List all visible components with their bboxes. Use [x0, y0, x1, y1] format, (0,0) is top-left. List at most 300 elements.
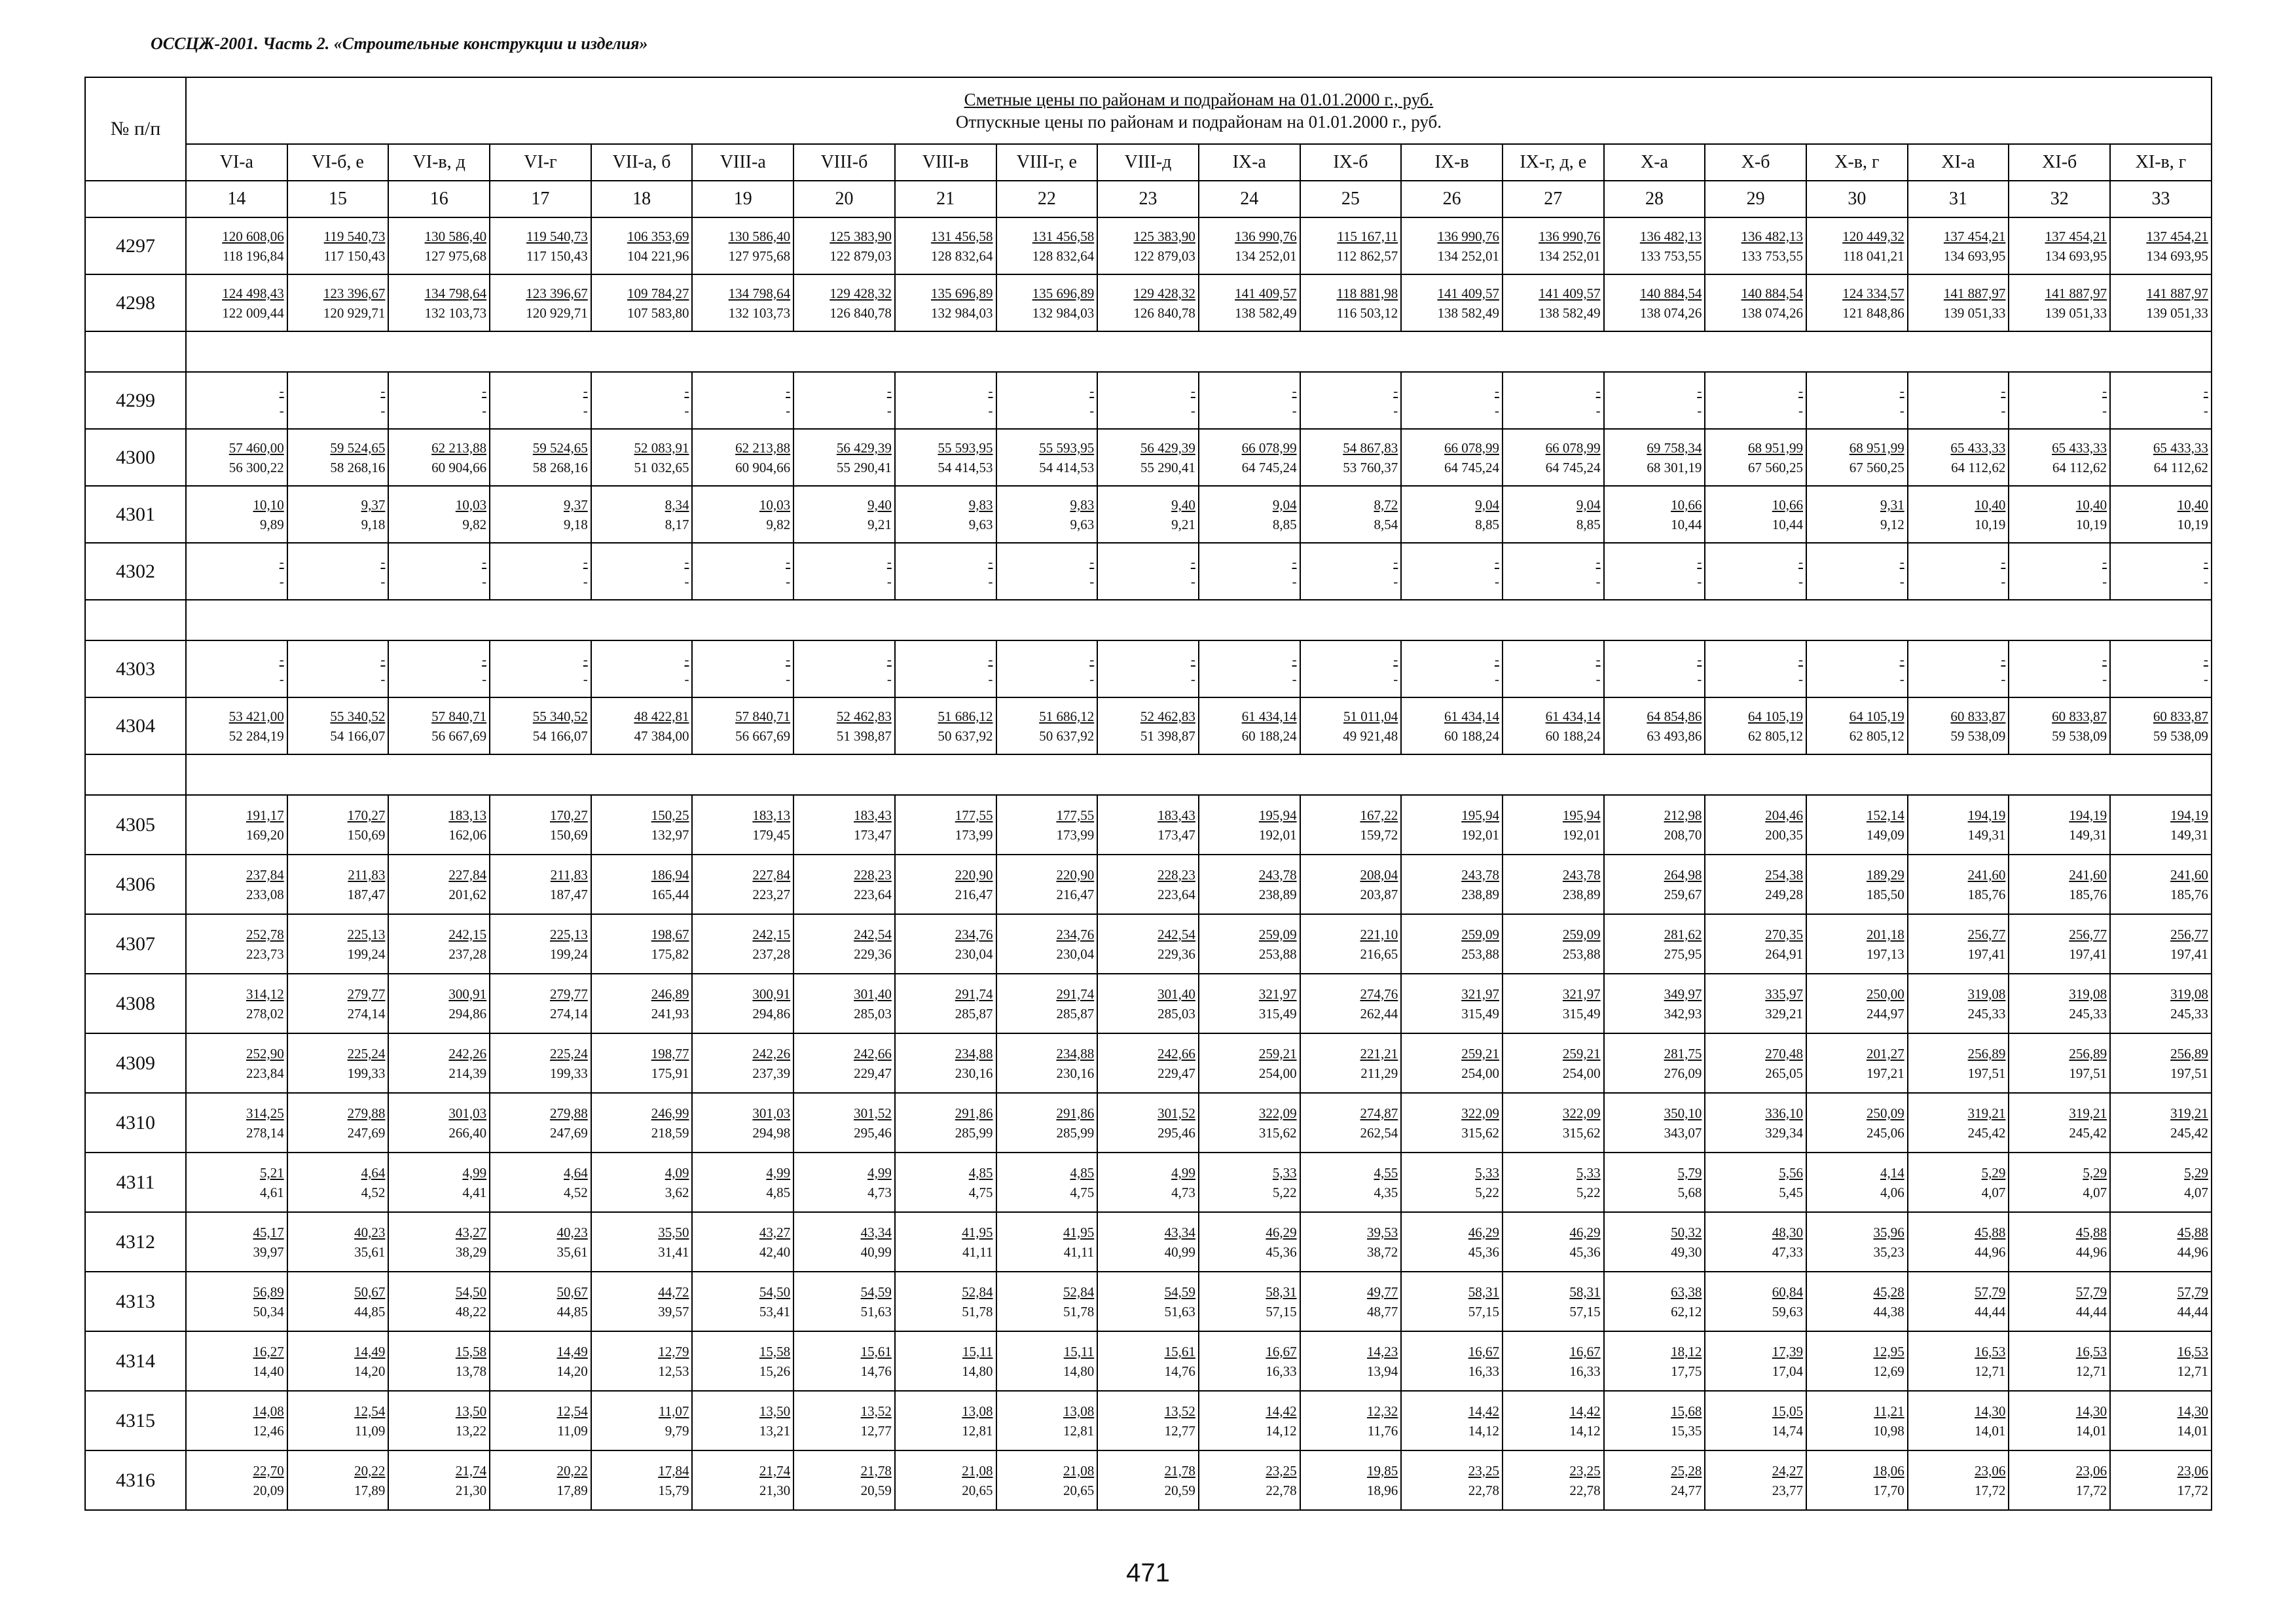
- estimate-price: 16,27: [253, 1343, 284, 1359]
- price-cell: [1908, 1450, 2009, 1510]
- release-price: -: [1494, 402, 1499, 418]
- release-price: 315,49: [1461, 1005, 1499, 1022]
- num-header: № п/п: [85, 77, 186, 181]
- estimate-price: 23,25: [1266, 1462, 1297, 1479]
- table-row: [85, 974, 2212, 1033]
- release-price: 122 009,44: [222, 304, 284, 321]
- estimate-price: 46,29: [1266, 1224, 1297, 1240]
- estimate-price: -: [2203, 553, 2208, 570]
- price-cell: [1300, 1212, 1402, 1272]
- price-cell: [1401, 697, 1503, 754]
- estimate-price: 8,34: [665, 496, 689, 513]
- price-cell: [1908, 274, 2009, 331]
- column-number: 27: [1503, 181, 1604, 217]
- estimate-price: 291,86: [1056, 1105, 1095, 1121]
- estimate-price: 21,08: [962, 1462, 993, 1479]
- estimate-price: 45,88: [1975, 1224, 2006, 1240]
- price-cell: [1401, 855, 1503, 914]
- release-price: 241,93: [651, 1005, 689, 1022]
- estimate-price: 195,94: [1258, 807, 1297, 823]
- estimate-price: 10,10: [253, 496, 284, 513]
- release-price: 8,85: [1475, 516, 1499, 532]
- price-cell: [1199, 640, 1300, 697]
- price-cell: [996, 1272, 1098, 1331]
- table-row: [85, 372, 2212, 429]
- price-cell: [490, 697, 591, 754]
- release-price: 126 840,78: [829, 304, 892, 321]
- table-row: [85, 795, 2212, 855]
- release-price: 12,77: [1164, 1422, 1195, 1439]
- estimate-price: 250,09: [1866, 1105, 1904, 1121]
- price-cell: [1401, 1272, 1503, 1331]
- row-number: 4305: [85, 795, 186, 855]
- estimate-price: 54,59: [860, 1283, 892, 1300]
- price-cell: [186, 429, 287, 486]
- price-cell: [1604, 217, 1705, 274]
- header-row-numbers: [85, 181, 2212, 217]
- release-price: 229,47: [854, 1065, 892, 1081]
- price-cell: [287, 1331, 389, 1391]
- estimate-price: 65 433,33: [2153, 439, 2208, 456]
- release-price: 50 637,92: [938, 728, 993, 744]
- estimate-price: 259,21: [1461, 1045, 1499, 1061]
- price-cell: [2009, 1093, 2110, 1153]
- price-cell: [490, 372, 591, 429]
- price-cell: [895, 274, 996, 331]
- estimate-price: 4,64: [564, 1164, 588, 1181]
- price-cell: [1604, 274, 1705, 331]
- release-price: 126 840,78: [1133, 304, 1195, 321]
- release-price: 55 290,41: [836, 459, 892, 475]
- estimate-price: -: [786, 651, 791, 667]
- estimate-price: 55 593,95: [1039, 439, 1095, 456]
- price-cell: [996, 217, 1098, 274]
- estimate-price: 225,24: [347, 1045, 386, 1061]
- estimate-price: 20,22: [354, 1462, 386, 1479]
- price-cell: [1401, 1212, 1503, 1272]
- price-cell: [490, 914, 591, 974]
- price-cell: [287, 1033, 389, 1093]
- release-price: -: [279, 573, 284, 589]
- estimate-price: 279,77: [550, 986, 588, 1002]
- release-price: 8,85: [1272, 516, 1297, 532]
- price-cell: [1097, 1212, 1199, 1272]
- price-cell: [1503, 372, 1604, 429]
- release-price: 245,33: [2170, 1005, 2208, 1022]
- price-cell: [1097, 640, 1199, 697]
- price-cell: [793, 1153, 895, 1212]
- release-price: 4,52: [564, 1184, 588, 1200]
- price-cell: [1908, 697, 2009, 754]
- estimate-price: -: [988, 382, 993, 399]
- estimate-price: 57,79: [1975, 1283, 2006, 1300]
- row-number: 4303: [85, 640, 186, 697]
- release-price: -: [2102, 671, 2107, 687]
- release-price: 120 929,71: [323, 304, 386, 321]
- column-number: 26: [1401, 181, 1503, 217]
- price-cell: [2110, 1212, 2212, 1272]
- release-price: 254,00: [1258, 1065, 1297, 1081]
- price-cell: [1300, 1391, 1402, 1450]
- table-row: [85, 1450, 2212, 1510]
- estimate-price: 243,78: [1258, 866, 1297, 883]
- price-cell: [1097, 697, 1199, 754]
- price-cell: [2009, 795, 2110, 855]
- estimate-price: -: [1089, 651, 1095, 667]
- estimate-price: 57 840,71: [431, 708, 487, 724]
- estimate-price: 208,04: [1360, 866, 1398, 883]
- estimate-price: 5,29: [2083, 1164, 2107, 1181]
- price-cell: [2009, 855, 2110, 914]
- estimate-price: 59 524,65: [532, 439, 588, 456]
- estimate-price: 13,08: [1063, 1403, 1095, 1419]
- release-price: 62 805,12: [1748, 728, 1803, 744]
- price-cell: [490, 1391, 591, 1450]
- price-cell: [692, 486, 793, 543]
- estimate-price: 5,21: [259, 1164, 284, 1181]
- estimate-price: -: [380, 651, 386, 667]
- price-cell: [996, 914, 1098, 974]
- price-cell: [591, 855, 693, 914]
- price-cell: [2110, 372, 2212, 429]
- release-price: -: [1089, 402, 1095, 418]
- estimate-price: 141 409,57: [1437, 285, 1499, 301]
- release-price: -: [2203, 573, 2208, 589]
- release-price: 14,12: [1569, 1422, 1601, 1439]
- price-cell: [287, 697, 389, 754]
- price-cell: [287, 640, 389, 697]
- column-number: 32: [2009, 181, 2110, 217]
- release-price: 134 693,95: [2045, 248, 2107, 264]
- row-number: 4309: [85, 1033, 186, 1093]
- price-cell: [692, 1093, 793, 1153]
- release-price: 200,35: [1765, 826, 1803, 843]
- estimate-price: 242,66: [854, 1045, 892, 1061]
- price-cell: [490, 795, 591, 855]
- estimate-price: -: [583, 382, 588, 399]
- column-number: 15: [287, 181, 389, 217]
- estimate-price: 22,70: [253, 1462, 284, 1479]
- column-header: IX-б: [1300, 144, 1402, 181]
- estimate-price: 227,84: [752, 866, 791, 883]
- price-cell: [1604, 486, 1705, 543]
- release-price: 14,40: [253, 1363, 284, 1379]
- price-cell: [388, 274, 490, 331]
- release-price: 253,88: [1562, 946, 1601, 962]
- section-spacer-row: [85, 331, 2212, 372]
- price-cell: [1199, 855, 1300, 914]
- price-cell: [1097, 1391, 1199, 1450]
- estimate-price: 15,68: [1671, 1403, 1702, 1419]
- release-price: 31,41: [658, 1244, 689, 1260]
- price-cell: [1604, 1212, 1705, 1272]
- release-price: 132 103,73: [424, 304, 487, 321]
- estimate-price: -: [786, 553, 791, 570]
- estimate-price: 63,38: [1671, 1283, 1702, 1300]
- estimate-price: 246,89: [651, 986, 689, 1002]
- release-price: 20,09: [253, 1482, 284, 1498]
- release-price: 238,89: [1258, 886, 1297, 902]
- price-cell: [1908, 1093, 2009, 1153]
- estimate-price: 211,83: [550, 866, 588, 883]
- price-cell: [996, 1153, 1098, 1212]
- estimate-price: 19,85: [1367, 1462, 1398, 1479]
- price-cell: [1503, 429, 1604, 486]
- estimate-price: 16,53: [1975, 1343, 2006, 1359]
- estimate-price: 41,95: [962, 1224, 993, 1240]
- estimate-price: 49,77: [1367, 1283, 1398, 1300]
- price-cell: [793, 1212, 895, 1272]
- price-cell: [388, 795, 490, 855]
- estimate-price: 270,48: [1765, 1045, 1803, 1061]
- price-cell: [591, 974, 693, 1033]
- estimate-price: 119 540,73: [526, 228, 588, 244]
- price-cell: [996, 429, 1098, 486]
- estimate-price: 319,21: [2069, 1105, 2107, 1121]
- estimate-price: 141 887,97: [1943, 285, 2006, 301]
- price-cell: [793, 429, 895, 486]
- estimate-price: 5,56: [1779, 1164, 1803, 1181]
- estimate-price: 16,67: [1468, 1343, 1499, 1359]
- estimate-price: 243,78: [1461, 866, 1499, 883]
- estimate-price: -: [1595, 382, 1601, 399]
- release-price: 159,72: [1360, 826, 1398, 843]
- estimate-price: -: [583, 553, 588, 570]
- release-price: 116 503,12: [1336, 304, 1398, 321]
- estimate-price: 256,77: [2069, 926, 2107, 942]
- price-cell: [1401, 1093, 1503, 1153]
- release-price: 39,97: [253, 1244, 284, 1260]
- price-cell: [1503, 1212, 1604, 1272]
- estimate-price: 300,91: [448, 986, 487, 1002]
- release-price: 9,89: [259, 516, 284, 532]
- release-price: 229,36: [1157, 946, 1195, 962]
- release-price: -: [1697, 573, 1702, 589]
- price-cell: [2110, 1033, 2212, 1093]
- price-cell: [793, 543, 895, 600]
- release-price: 10,98: [1873, 1422, 1904, 1439]
- column-number: 31: [1908, 181, 2009, 217]
- estimate-price: 43,34: [1164, 1224, 1195, 1240]
- column-number: 24: [1199, 181, 1300, 217]
- release-price: -: [2203, 671, 2208, 687]
- estimate-price: 11,21: [1874, 1403, 1904, 1419]
- estimate-price: -: [886, 651, 892, 667]
- price-cell: [793, 217, 895, 274]
- price-cell: [388, 697, 490, 754]
- estimate-price: 10,40: [1975, 496, 2006, 513]
- release-price: 173,99: [955, 826, 993, 843]
- price-cell: [1097, 974, 1199, 1033]
- release-price: 245,42: [1967, 1124, 2006, 1141]
- estimate-price: 136 482,13: [1639, 228, 1702, 244]
- release-price: 23,77: [1772, 1482, 1803, 1498]
- price-cell: [388, 217, 490, 274]
- estimate-price: 4,99: [766, 1164, 791, 1181]
- release-price: 11,76: [1367, 1422, 1398, 1439]
- price-cell: [1199, 486, 1300, 543]
- price-cell: [1806, 1391, 1908, 1450]
- table-row: [85, 1212, 2212, 1272]
- price-cell: [996, 855, 1098, 914]
- estimate-price: 60,84: [1772, 1283, 1803, 1300]
- estimate-price: 221,21: [1360, 1045, 1398, 1061]
- estimate-price: 52,84: [962, 1283, 993, 1300]
- price-cell: [1908, 1033, 2009, 1093]
- estimate-price: 140 884,54: [1639, 285, 1702, 301]
- release-price: 51,63: [860, 1303, 892, 1320]
- estimate-price: 134 798,64: [728, 285, 791, 301]
- estimate-price: 15,61: [1164, 1343, 1195, 1359]
- price-cell: [287, 795, 389, 855]
- release-price: -: [1595, 573, 1601, 589]
- release-price: 17,72: [1975, 1482, 2006, 1498]
- release-price: -: [482, 402, 487, 418]
- price-cell: [1503, 1272, 1604, 1331]
- release-price: 56 667,69: [431, 728, 487, 744]
- release-price: 276,09: [1664, 1065, 1702, 1081]
- release-price: -: [1697, 671, 1702, 687]
- estimate-price: 281,75: [1664, 1045, 1702, 1061]
- estimate-price: 124 334,57: [1842, 285, 1904, 301]
- estimate-price: 256,77: [1967, 926, 2006, 942]
- release-price: 237,28: [448, 946, 487, 962]
- price-cell: [895, 1391, 996, 1450]
- price-cell: [2110, 640, 2212, 697]
- estimate-price: 135 696,89: [1032, 285, 1095, 301]
- price-cell: [1604, 855, 1705, 914]
- release-price: 9,21: [1171, 516, 1195, 532]
- price-cell: [2009, 914, 2110, 974]
- price-cell: [895, 1033, 996, 1093]
- estimate-price: 66 078,99: [1444, 439, 1499, 456]
- release-price: 173,47: [854, 826, 892, 843]
- price-cell: [1806, 274, 1908, 331]
- estimate-price: 137 454,21: [1943, 228, 2006, 244]
- price-cell: [1503, 974, 1604, 1033]
- estimate-price: -: [2001, 553, 2006, 570]
- release-price: 139 051,33: [1943, 304, 2006, 321]
- estimate-price: 25,28: [1671, 1462, 1702, 1479]
- release-price: 12,77: [860, 1422, 892, 1439]
- price-cell: [1604, 1093, 1705, 1153]
- price-cell: [1199, 1212, 1300, 1272]
- release-price: 60 188,24: [1444, 728, 1499, 744]
- release-price: 278,14: [246, 1124, 284, 1141]
- price-cell: [490, 1153, 591, 1212]
- release-price: 4,07: [1981, 1184, 2006, 1200]
- price-cell: [1401, 914, 1503, 974]
- price-cell: [1300, 1033, 1402, 1093]
- release-price: 118 196,84: [222, 248, 284, 264]
- estimate-price: 48 422,81: [634, 708, 689, 724]
- price-cell: [996, 1212, 1098, 1272]
- estimate-price: 141 887,97: [2045, 285, 2107, 301]
- row-number: 4302: [85, 543, 186, 600]
- price-cell: [591, 1450, 693, 1510]
- price-cell: [287, 372, 389, 429]
- release-price: 173,99: [1056, 826, 1095, 843]
- table-row: [85, 486, 2212, 543]
- estimate-price: 15,58: [759, 1343, 791, 1359]
- price-cell: [1503, 543, 1604, 600]
- release-price: 12,81: [962, 1422, 993, 1439]
- release-price: 179,45: [752, 826, 791, 843]
- price-cell: [1503, 795, 1604, 855]
- estimate-price: 234,88: [1056, 1045, 1095, 1061]
- release-price: 60 188,24: [1545, 728, 1601, 744]
- price-cell: [895, 1212, 996, 1272]
- table-row: [85, 640, 2212, 697]
- price-cell: [1503, 1331, 1604, 1391]
- price-cell: [1806, 1033, 1908, 1093]
- price-cell: [2110, 1272, 2212, 1331]
- price-cell: [591, 1212, 693, 1272]
- release-price: 17,70: [1873, 1482, 1904, 1498]
- release-price: 44,38: [1873, 1303, 1904, 1320]
- estimate-price: -: [1393, 553, 1398, 570]
- estimate-price: 14,30: [1975, 1403, 2006, 1419]
- estimate-price: 10,40: [2075, 496, 2107, 513]
- estimate-price: 189,29: [1866, 866, 1904, 883]
- price-cell: [2110, 697, 2212, 754]
- estimate-price: 16,53: [2075, 1343, 2107, 1359]
- release-price: -: [2001, 402, 2006, 418]
- release-price: 63 493,86: [1647, 728, 1702, 744]
- table-row: [85, 1391, 2212, 1450]
- estimate-price: 322,09: [1461, 1105, 1499, 1121]
- price-cell: [1300, 217, 1402, 274]
- release-price: 16,33: [1569, 1363, 1601, 1379]
- price-cell: [1401, 1331, 1503, 1391]
- release-price: 259,67: [1664, 886, 1702, 902]
- column-header: IX-в: [1401, 144, 1503, 181]
- price-cell: [1705, 974, 1806, 1033]
- release-price: 223,64: [854, 886, 892, 902]
- column-number: 29: [1705, 181, 1806, 217]
- price-cell: [1503, 914, 1604, 974]
- price-cell: [186, 795, 287, 855]
- price-cell: [793, 640, 895, 697]
- estimate-price: 54,50: [455, 1283, 487, 1300]
- release-price: 11,09: [557, 1422, 588, 1439]
- release-price: -: [583, 402, 588, 418]
- release-price: 62,12: [1671, 1303, 1702, 1320]
- estimate-price: 15,61: [860, 1343, 892, 1359]
- release-price: 48,77: [1367, 1303, 1398, 1320]
- estimate-price: 12,95: [1873, 1343, 1904, 1359]
- estimate-price: 228,23: [1157, 866, 1195, 883]
- release-price: 55 290,41: [1140, 459, 1195, 475]
- column-number: 25: [1300, 181, 1402, 217]
- estimate-price: 254,38: [1765, 866, 1803, 883]
- price-cell: [1199, 1391, 1300, 1450]
- release-price: 67 560,25: [1748, 459, 1803, 475]
- estimate-price: 242,54: [1157, 926, 1195, 942]
- column-header: VIII-д: [1097, 144, 1199, 181]
- price-cell: [2009, 697, 2110, 754]
- estimate-price: 186,94: [651, 866, 689, 883]
- price-cell: [996, 1331, 1098, 1391]
- price-cell: [895, 1153, 996, 1212]
- release-price: -: [1798, 573, 1803, 589]
- release-price: 15,26: [759, 1363, 791, 1379]
- estimate-price: 52 462,83: [836, 708, 892, 724]
- estimate-price: 51 686,12: [938, 708, 993, 724]
- release-price: 14,80: [962, 1363, 993, 1379]
- release-price: 138 582,49: [1235, 304, 1297, 321]
- estimate-price: 256,77: [2170, 926, 2208, 942]
